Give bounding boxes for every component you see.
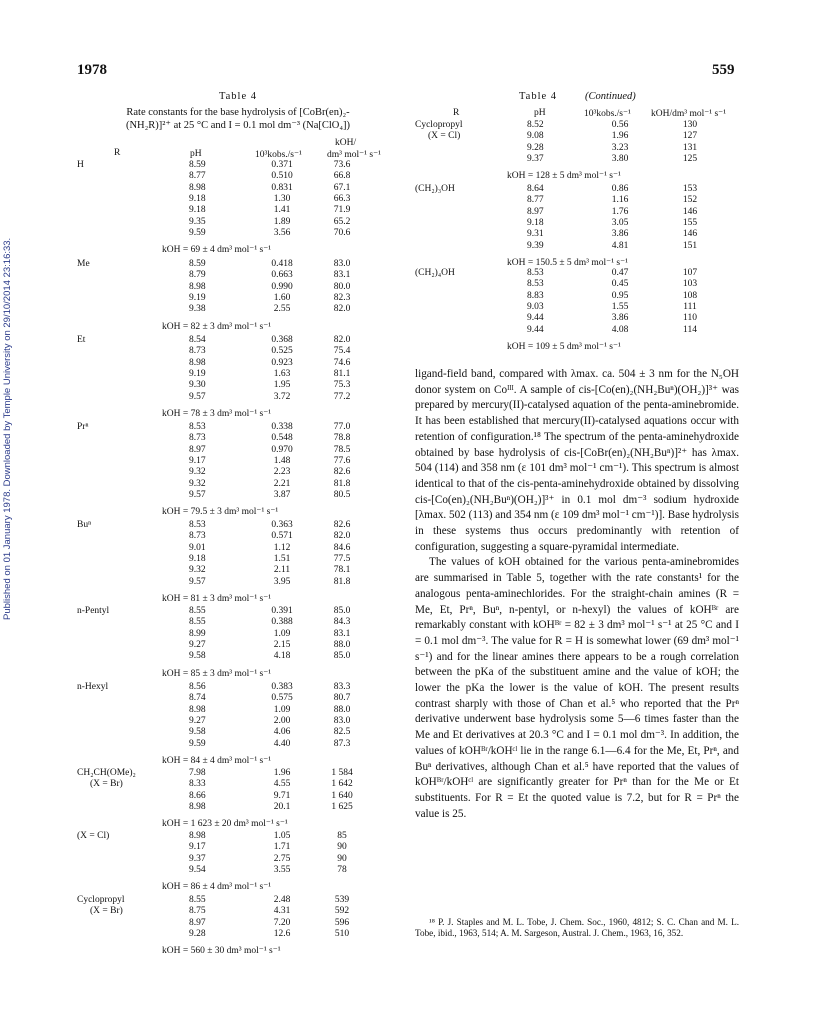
cell-koh: 90 (337, 842, 347, 853)
cell-ph: 8.56 (189, 682, 206, 692)
group-substituent: n-Pentyl (77, 606, 110, 616)
cell-koh: 108 (682, 290, 698, 301)
cell-koh: 85.0 (333, 606, 351, 616)
cell-koh: 131 (682, 142, 698, 153)
cell-kobs: 1.30 (273, 193, 291, 204)
cell-ph: 7.98 (189, 768, 206, 778)
cell-ph: 9.19 (189, 368, 206, 379)
cell-ph: 8.77 (189, 171, 206, 182)
cell-kobs: 12.6 (273, 928, 291, 939)
cell-koh: 78.8 (333, 433, 351, 444)
cell-koh: 73.6 (333, 160, 351, 170)
cell-koh: 596 (334, 917, 350, 928)
cell-koh: 130 (682, 120, 698, 130)
cell-ph: 9.30 (189, 380, 206, 391)
cell-koh: 83.0 (333, 715, 351, 726)
cell-koh: 151 (682, 240, 698, 251)
body-text (415, 367, 739, 822)
cell-kobs: 0.56 (611, 120, 629, 130)
group-substituent: H (77, 160, 84, 170)
cell-kobs: 0.383 (271, 682, 293, 692)
group-substituent: (CH₂)₄OH (415, 268, 455, 278)
cell-koh: 66.8 (333, 171, 351, 182)
cell-kobs: 7.20 (273, 917, 291, 928)
cell-koh: 125 (682, 153, 698, 164)
cell-koh: 1 640 (331, 790, 353, 801)
cell-koh: 103 (682, 279, 698, 290)
cell-koh: 510 (334, 928, 350, 939)
cell-kobs: 0.418 (271, 259, 293, 269)
cell-kobs: 1.71 (273, 842, 291, 853)
cell-ph: 9.32 (189, 467, 206, 478)
cell-ph: 9.27 (189, 715, 206, 726)
cell-ph: 8.59 (189, 259, 206, 269)
cell-koh: 592 (334, 906, 350, 917)
cell-kobs: 1.96 (273, 768, 291, 778)
group-substituent: Me (77, 259, 90, 269)
cell-ph: 9.18 (189, 193, 206, 204)
cell-ph: 9.58 (189, 651, 206, 662)
cell-kobs: 0.571 (271, 531, 293, 542)
cell-kobs: 9.71 (273, 790, 291, 801)
cell-koh: 146 (682, 206, 698, 217)
cell-koh: 78.5 (333, 444, 351, 455)
cell-kobs: 3.23 (611, 142, 629, 153)
col-header-ph: pH (190, 149, 202, 159)
cell-kobs: 1.05 (273, 831, 291, 841)
footnote-18: ¹⁸ P. J. Staples and M. L. Tobe, J. Chem. Soc., 1960, 4812; S. C. Chan and M. L. Tobe, ibid., 1963, 514; A. M. Sargeson, Austral. J. Chem., 1963, 16, 352. (415, 917, 739, 938)
cell-kobs: 1.63 (273, 368, 291, 379)
group-substituent: CH₂CH(OMe)₂ (77, 768, 136, 778)
cell-koh: 81.8 (333, 478, 351, 489)
cell-koh: 152 (682, 195, 698, 206)
cell-ph: 9.39 (527, 240, 544, 251)
cell-kobs: 1.89 (273, 216, 291, 227)
group-koh-summary: kOH = 109 ± 5 dm³ mol⁻¹ s⁻¹ (507, 341, 621, 352)
cell-koh: 146 (682, 229, 698, 240)
cell-ph: 8.98 (189, 357, 206, 368)
cell-kobs: 3.05 (611, 217, 629, 228)
right-table-caption: Table 4 (519, 91, 558, 102)
col-header-koh-top: kOH/ (335, 138, 357, 148)
cell-koh: 77.0 (333, 422, 351, 432)
cell-koh: 78 (337, 864, 347, 875)
cell-koh: 66.3 (333, 193, 351, 204)
group-koh-summary: kOH = 84 ± 4 dm³ mol⁻¹ s⁻¹ (162, 755, 272, 766)
cell-ph: 8.53 (189, 520, 206, 530)
left-table-title-1: Rate constants for the base hydrolysis of [CoBr(en)₂- (126, 107, 350, 118)
cell-ph: 9.38 (189, 304, 206, 315)
cell-kobs: 4.81 (611, 240, 629, 251)
col-header-kobs-right: 10³kobs./s⁻¹ (584, 109, 631, 119)
cell-ph: 9.37 (527, 153, 544, 164)
cell-kobs: 1.55 (611, 301, 629, 312)
cell-kobs: 0.338 (271, 422, 293, 432)
cell-koh: 65.2 (333, 216, 351, 227)
cell-koh: 74.6 (333, 357, 351, 368)
col-header-kobs: 10³kobs./s⁻¹ (255, 150, 302, 160)
cell-ph: 8.98 (189, 704, 206, 715)
cell-ph: 8.55 (189, 606, 206, 616)
cell-ph: 8.98 (189, 281, 206, 292)
cell-koh: 1 642 (331, 779, 353, 790)
cell-kobs: 0.388 (271, 617, 293, 628)
cell-ph: 9.18 (527, 217, 544, 228)
cell-koh: 81.8 (333, 576, 351, 587)
cell-ph: 9.18 (189, 205, 206, 216)
cell-kobs: 1.48 (273, 455, 291, 466)
cell-kobs: 0.990 (271, 281, 293, 292)
cell-ph: 8.55 (189, 617, 206, 628)
cell-koh: 83.1 (333, 628, 351, 639)
cell-kobs: 1.16 (611, 195, 629, 206)
cell-koh: 82.5 (333, 727, 351, 738)
cell-kobs: 3.56 (273, 227, 291, 238)
col-header-koh-right: kOH/dm³ mol⁻¹ s⁻¹ (651, 109, 727, 119)
cell-kobs: 0.368 (271, 335, 293, 345)
cell-koh: 70.6 (333, 227, 351, 238)
cell-ph: 9.19 (189, 292, 206, 303)
cell-ph: 8.99 (189, 628, 206, 639)
cell-ph: 8.98 (189, 182, 206, 193)
cell-kobs: 2.00 (273, 715, 291, 726)
cell-koh: 82.6 (333, 520, 351, 530)
cell-ph: 8.97 (189, 444, 206, 455)
cell-ph: 8.83 (527, 290, 544, 301)
cell-kobs: 1.76 (611, 206, 629, 217)
cell-koh: 88.0 (333, 639, 351, 650)
cell-ph: 8.73 (189, 531, 206, 542)
cell-kobs: 4.08 (611, 324, 629, 335)
cell-koh: 77.2 (333, 391, 351, 402)
cell-koh: 77.5 (333, 553, 351, 564)
cell-ph: 9.59 (189, 738, 206, 749)
cell-koh: 90 (337, 853, 347, 864)
cell-koh: 82.0 (333, 304, 351, 315)
cell-koh: 78.1 (333, 565, 351, 576)
cell-koh: 82.6 (333, 467, 351, 478)
cell-koh: 87.3 (333, 738, 351, 749)
cell-ph: 9.28 (527, 142, 544, 153)
cell-koh: 85.0 (333, 651, 351, 662)
group-koh-summary: kOH = 82 ± 3 dm³ mol⁻¹ s⁻¹ (162, 321, 272, 332)
paragraph-2: The values of kOH obtained for the various penta-aminebromides are summarised in Table 5, together with the rate constants¹ for the analogous penta-aminechlorides. For the straight-chain amines (R = Me, Et, Prⁿ, Buⁿ, n-pentyl, or n-hexyl) the values of kOHᴮʳ are remarkably constant with kOHᴮʳ = 82 ± 3 dm³ mol⁻¹ s⁻¹ at 25 °C and I = 0.1 mol dm⁻³. The value for R = H is somewhat lower (69 dm³ mol⁻¹ s⁻¹) and for the linear amines there appears to be a rough correlation between the pKa of the substituent amine and the value of kOH; the lower the pKa the lower is the value of kOH. The present results contrast sharply with those of Chan et al.⁵ who reported that the Prⁿ derivative underwent base hydrolysis some 5—6 times faster than the Me and Et derivatives at 20.3 °C and I = 0.1 mol dm⁻³. In addition, the values of kOHᴮʳ/kOHᶜˡ lie in the range 6.1—6.4 for the Me, Et, Prⁿ, and Buⁿ derivatives, although Chan et al.⁵ have reported that the values of kOHᴮʳ/kOHᶜˡ are significantly greater for Prⁿ than for the Me or Et substituents. For R = Et the quoted value is 7.2, but for R = Prⁿ the value is 25. (415, 556, 739, 820)
cell-kobs: 2.15 (273, 639, 291, 650)
paragraph-1: ligand-field band, compared with λmax. ca. 504 ± 3 nm for the N₅OH donor system on Coᴵᴵᴵ. A sample of cis-[Co(en)₂(NH₂Buⁿ)(OH₂)]³⁺ was prepared by mercury(II)-catalysed aquation of the penta-aminebromide. It has been established that mercury(II)-catalysed aquations occur with retention of configuration.¹⁸ The spectrum of the penta-aminehydroxide obtained by base hydrolysis of cis-[CoBr(en)₂(NH₂Buⁿ)]²⁺ has λmax. 504 (114) and 358 nm (ε 101 dm³ mol⁻¹ cm⁻¹). This spectrum is almost identical to that of the cis-penta-aminehydroxide obtained by dissolving cis-[Co(en)₂(NH₂Buⁿ)(OH₂)]³⁺ in 0.1 mol dm⁻³ sodium hydroxide [λmax. 502 (113) and 354 nm (ε 109 dm³ mol⁻¹ cm⁻¹)]. Base hydrolysis in these systems thus occurs predominantly with retention of configuration, suggesting a square-pyramidal intermediate. (415, 368, 739, 553)
cell-ph: 8.64 (527, 184, 544, 194)
cell-koh: 88.0 (333, 704, 351, 715)
cell-kobs: 0.923 (271, 357, 293, 368)
cell-ph: 8.66 (189, 790, 206, 801)
cell-koh: 71.9 (333, 205, 351, 216)
cell-koh: 80.5 (333, 489, 351, 500)
cell-kobs: 0.525 (271, 346, 293, 357)
cell-kobs: 2.23 (273, 467, 291, 478)
cell-ph: 8.98 (189, 801, 206, 812)
cell-koh: 83.3 (333, 682, 351, 692)
cell-ph: 9.17 (189, 455, 206, 466)
cell-ph: 8.79 (189, 270, 206, 281)
cell-ph: 9.54 (189, 864, 206, 875)
cell-koh: 83.1 (333, 270, 351, 281)
cell-kobs: 2.11 (273, 565, 291, 576)
cell-kobs: 1.09 (273, 704, 291, 715)
cell-kobs: 2.75 (273, 853, 291, 864)
group-koh-summary: kOH = 560 ± 30 dm³ mol⁻¹ s⁻¹ (162, 946, 281, 957)
col-header-r: R (114, 148, 121, 158)
cell-koh: 84.6 (333, 542, 351, 553)
cell-kobs: 1.41 (273, 205, 291, 216)
cell-ph: 9.31 (527, 229, 544, 240)
cell-kobs: 1.60 (273, 292, 291, 303)
group-substituent: (CH₂)₃OH (415, 184, 455, 194)
cell-koh: 77.6 (333, 455, 351, 466)
cell-kobs: 0.95 (611, 290, 629, 301)
page-number: 559 (712, 62, 735, 78)
cell-kobs: 3.72 (273, 391, 291, 402)
cell-koh: 111 (683, 301, 697, 312)
group-substituent: (X = Cl) (77, 831, 110, 841)
cell-koh: 153 (682, 184, 698, 194)
cell-ph: 9.58 (189, 727, 206, 738)
cell-koh: 155 (682, 217, 698, 228)
cell-koh: 1 584 (331, 768, 353, 778)
cell-ph: 9.32 (189, 478, 206, 489)
cell-kobs: 1.96 (611, 131, 629, 142)
cell-kobs: 1.09 (273, 628, 291, 639)
group-substituent-variant: (X = Br) (90, 779, 123, 789)
cell-koh: 82.3 (333, 292, 351, 303)
cell-koh: 75.4 (333, 346, 351, 357)
cell-kobs: 0.510 (271, 171, 293, 182)
group-koh-summary: kOH = 81 ± 3 dm³ mol⁻¹ s⁻¹ (162, 593, 272, 604)
cell-ph: 8.52 (527, 120, 544, 130)
cell-ph: 9.37 (189, 853, 206, 864)
group-koh-summary: kOH = 1 623 ± 20 dm³ mol⁻¹ s⁻¹ (162, 819, 288, 830)
cell-kobs: 2.21 (273, 478, 291, 489)
left-table-title-2: (NH₂R)]²⁺ at 25 °C and I = 0.1 mol dm⁻³ (Na[ClO₄]) (125, 120, 351, 131)
cell-kobs: 20.1 (273, 801, 291, 812)
cell-kobs: 2.48 (273, 895, 291, 905)
col-header-ph-right: pH (534, 108, 546, 118)
group-koh-summary: kOH = 85 ± 3 dm³ mol⁻¹ s⁻¹ (162, 668, 272, 679)
cell-ph: 8.59 (189, 160, 206, 170)
cell-ph: 8.77 (527, 195, 544, 206)
cell-kobs: 0.47 (611, 268, 629, 278)
cell-koh: 80.0 (333, 281, 351, 292)
cell-koh: 110 (683, 313, 697, 324)
cell-ph: 9.18 (189, 553, 206, 564)
cell-kobs: 1.12 (273, 542, 291, 553)
cell-kobs: 0.45 (611, 279, 629, 290)
group-substituent: Buⁿ (77, 520, 92, 530)
col-header-r-right: R (453, 108, 460, 118)
group-koh-summary: kOH = 69 ± 4 dm³ mol⁻¹ s⁻¹ (162, 245, 272, 256)
left-table-caption: Table 4 (218, 91, 258, 102)
cell-koh: 85 (337, 831, 347, 841)
cell-ph: 9.27 (189, 639, 206, 650)
group-koh-summary: kOH = 86 ± 4 dm³ mol⁻¹ s⁻¹ (162, 882, 272, 893)
cell-ph: 8.33 (189, 779, 206, 790)
cell-ph: 9.57 (189, 391, 206, 402)
cell-ph: 8.53 (527, 279, 544, 290)
cell-koh: 75.3 (333, 380, 351, 391)
cell-kobs: 4.18 (273, 651, 291, 662)
cell-kobs: 0.548 (271, 433, 293, 444)
cell-ph: 8.53 (189, 422, 206, 432)
cell-kobs: 3.55 (273, 864, 291, 875)
cell-koh: 84.3 (333, 617, 351, 628)
cell-ph: 9.57 (189, 489, 206, 500)
cell-ph: 8.98 (189, 831, 206, 841)
cell-kobs: 3.95 (273, 576, 291, 587)
cell-koh: 539 (334, 895, 350, 905)
right-table-continued: (Continued) (585, 91, 636, 102)
cell-kobs: 1.51 (273, 553, 291, 564)
cell-ph: 8.97 (527, 206, 544, 217)
cell-kobs: 4.40 (273, 738, 291, 749)
group-substituent: Prⁿ (77, 422, 89, 432)
group-koh-summary: kOH = 128 ± 5 dm³ mol⁻¹ s⁻¹ (507, 171, 621, 182)
cell-kobs: 0.86 (611, 184, 629, 194)
cell-ph: 9.35 (189, 216, 206, 227)
cell-ph: 9.03 (527, 301, 544, 312)
cell-ph: 9.08 (527, 131, 544, 142)
cell-kobs: 3.86 (611, 313, 629, 324)
group-koh-summary: kOH = 78 ± 3 dm³ mol⁻¹ s⁻¹ (162, 408, 272, 419)
cell-koh: 114 (683, 324, 697, 335)
download-watermark: Published on 01 January 1978. Downloaded by Temple University on 29/10/2014 23:16:33. (2, 237, 13, 620)
cell-ph: 8.53 (527, 268, 544, 278)
group-koh-summary: kOH = 150.5 ± 5 dm³ mol⁻¹ s⁻¹ (507, 257, 628, 268)
cell-koh: 83.0 (333, 259, 351, 269)
cell-ph: 8.97 (189, 917, 206, 928)
cell-koh: 82.0 (333, 335, 351, 345)
cell-ph: 9.01 (189, 542, 206, 553)
cell-ph: 8.54 (189, 335, 206, 345)
group-substituent-variant: (X = Br) (90, 906, 123, 916)
cell-ph: 9.59 (189, 227, 206, 238)
cell-kobs: 2.55 (273, 304, 291, 315)
cell-kobs: 3.86 (611, 229, 629, 240)
cell-ph: 8.73 (189, 346, 206, 357)
cell-kobs: 4.31 (273, 906, 291, 917)
cell-ph: 8.74 (189, 693, 206, 704)
cell-ph: 9.57 (189, 576, 206, 587)
cell-kobs: 0.575 (271, 693, 293, 704)
cell-ph: 8.75 (189, 906, 206, 917)
cell-kobs: 4.55 (273, 779, 291, 790)
cell-kobs: 3.87 (273, 489, 291, 500)
cell-ph: 8.55 (189, 895, 206, 905)
cell-koh: 81.1 (333, 368, 351, 379)
cell-ph: 8.73 (189, 433, 206, 444)
cell-kobs: 0.371 (271, 160, 293, 170)
group-substituent: Cyclopropyl (415, 120, 463, 130)
cell-koh: 82.0 (333, 531, 351, 542)
group-koh-summary: kOH = 79.5 ± 3 dm³ mol⁻¹ s⁻¹ (162, 507, 279, 518)
cell-koh: 1 625 (331, 801, 353, 812)
group-substituent: n-Hexyl (77, 682, 109, 692)
cell-kobs: 0.391 (271, 606, 293, 616)
group-substituent: Cyclopropyl (77, 895, 125, 905)
cell-kobs: 0.363 (271, 520, 293, 530)
cell-ph: 9.32 (189, 565, 206, 576)
cell-ph: 9.17 (189, 842, 206, 853)
cell-kobs: 0.663 (271, 270, 293, 281)
cell-koh: 80.7 (333, 693, 351, 704)
group-substituent: Et (77, 335, 86, 345)
cell-koh: 127 (682, 131, 698, 142)
col-header-koh-bottom: dm³ mol⁻¹ s⁻¹ (327, 150, 381, 160)
cell-kobs: 3.80 (611, 153, 629, 164)
group-substituent-variant: (X = Cl) (428, 131, 461, 141)
cell-kobs: 0.970 (271, 444, 293, 455)
cell-kobs: 1.95 (273, 380, 291, 391)
cell-ph: 9.44 (527, 324, 544, 335)
cell-kobs: 0.831 (271, 182, 293, 193)
cell-ph: 9.44 (527, 313, 544, 324)
cell-kobs: 4.06 (273, 727, 291, 738)
page-year: 1978 (77, 62, 107, 78)
cell-koh: 67.1 (333, 182, 351, 193)
cell-koh: 107 (682, 268, 698, 278)
cell-ph: 9.28 (189, 928, 206, 939)
